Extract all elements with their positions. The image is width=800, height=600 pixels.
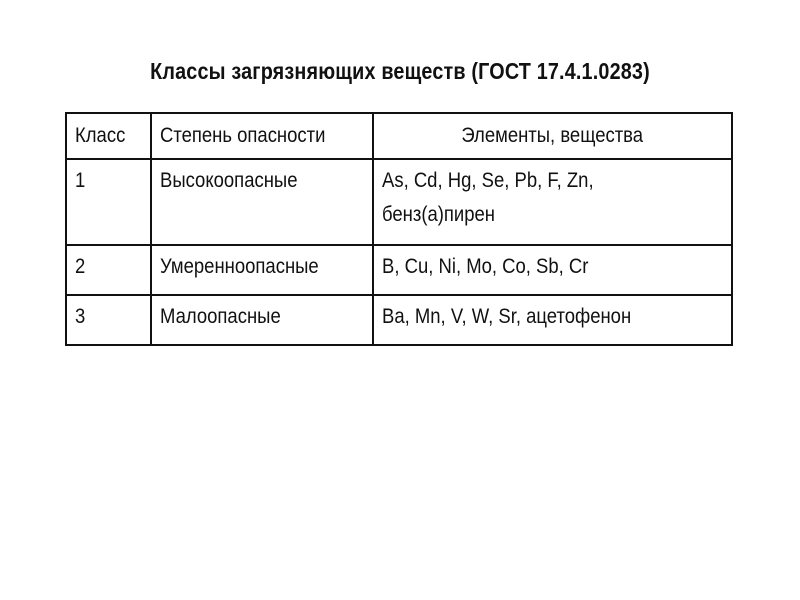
table-header-row bbox=[66, 113, 732, 159]
header-elements: Элементы, вещества bbox=[373, 113, 732, 159]
table-row bbox=[66, 159, 732, 245]
header-class: Класс bbox=[66, 113, 151, 159]
cell-elements: B, Cu, Ni, Mo, Co, Sb, Cr bbox=[373, 245, 732, 295]
table-row bbox=[66, 245, 732, 295]
table-row bbox=[66, 295, 732, 345]
elements-line: бенз(а)пирен bbox=[382, 203, 496, 226]
cell-elements: Ba, Mn, V, W, Sr, ацетофенон bbox=[373, 295, 732, 345]
cell-hazard: Высокоопасные bbox=[151, 159, 373, 245]
cell-class: 3 bbox=[66, 295, 151, 345]
header-hazard-degree: Степень опасности bbox=[151, 113, 373, 159]
cell-hazard: Малоопасные bbox=[151, 295, 373, 345]
elements-line: As, Cd, Hg, Se, Pb, F, Zn, bbox=[382, 169, 594, 192]
cell-class: 2 bbox=[66, 245, 151, 295]
cell-class: 1 bbox=[66, 159, 151, 245]
cell-hazard: Умеренноопасные bbox=[151, 245, 373, 295]
pollutant-classes-table bbox=[65, 112, 733, 346]
cell-elements bbox=[373, 159, 732, 245]
page-title: Классы загрязняющих веществ (ГОСТ 17.4.1.0283) bbox=[150, 58, 650, 84]
